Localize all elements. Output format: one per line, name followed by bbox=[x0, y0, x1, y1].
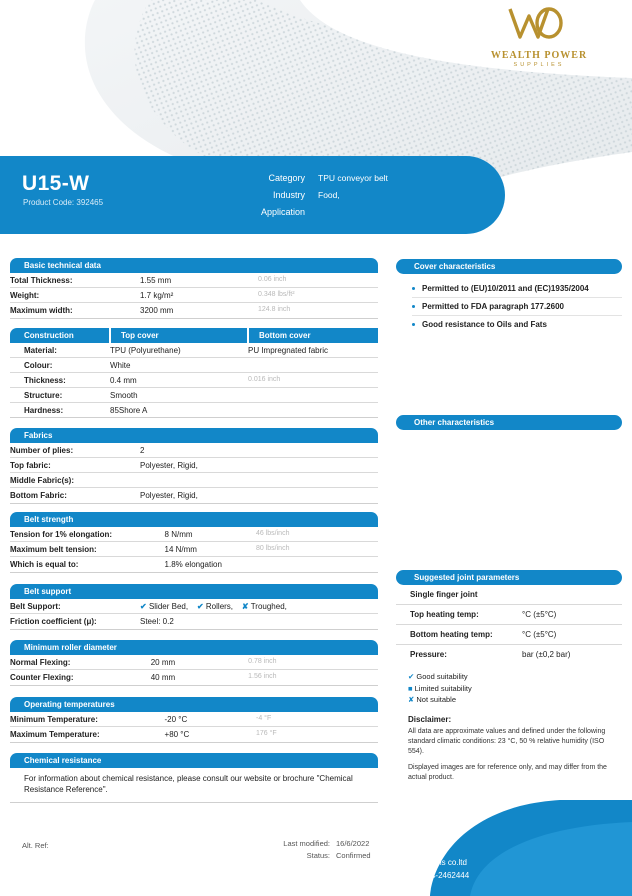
header-top-cover: Top cover bbox=[110, 328, 248, 343]
value-category: TPU conveyor belt bbox=[318, 173, 388, 183]
last-modified-value: 16/6/2022 bbox=[336, 839, 370, 848]
row-label: Weight: bbox=[10, 288, 140, 303]
table-row bbox=[396, 645, 622, 664]
row-bottom-value bbox=[248, 388, 378, 403]
row-bottom-value bbox=[248, 358, 378, 373]
row-value: 2 bbox=[140, 443, 378, 458]
row-value: 40 mm bbox=[150, 672, 176, 682]
header-bottom-cover: Bottom cover bbox=[248, 328, 378, 343]
row-value: +80 °C bbox=[164, 729, 190, 739]
table-row bbox=[10, 343, 378, 358]
table-row bbox=[10, 670, 378, 685]
row-value: Steel: 0.2 bbox=[140, 616, 174, 626]
option-label-troughed: Troughed, bbox=[250, 601, 287, 611]
row-top-value-alt: 0.016 inch bbox=[248, 373, 378, 388]
option-label-slider-bed: Slider Bed, bbox=[148, 601, 189, 611]
section-minimum-roller-diameter bbox=[10, 640, 378, 686]
row-value: bar (±0,2 bar) bbox=[522, 650, 571, 659]
logo-w-icon bbox=[506, 6, 572, 42]
row-label: Which is equal to: bbox=[10, 559, 79, 569]
row-top-value: 85Shore A bbox=[110, 405, 148, 415]
label-industry: Industry bbox=[272, 190, 305, 200]
table-row bbox=[10, 458, 378, 473]
section-chemical-resistance bbox=[10, 753, 378, 803]
check-icon: ✔ bbox=[140, 601, 147, 611]
row-label: Colour: bbox=[10, 358, 110, 373]
table-row bbox=[10, 712, 378, 727]
basic-table bbox=[10, 273, 378, 317]
section-construction bbox=[10, 328, 378, 418]
product-meta-values bbox=[318, 170, 388, 221]
table-row bbox=[10, 557, 378, 572]
table-row bbox=[396, 605, 622, 625]
square-icon: ■ bbox=[408, 683, 413, 693]
section-title-temperatures: Operating temperatures bbox=[10, 697, 378, 712]
row-value-alt: 124.8 inch bbox=[258, 305, 291, 313]
disclaimer-paragraph-2: Displayed images are for reference only, and may differ from the actual product. bbox=[408, 763, 607, 781]
section-title-belt-support: Belt support bbox=[10, 584, 378, 599]
legend-item bbox=[408, 683, 622, 695]
row-label: Middle Fabric(s): bbox=[10, 473, 140, 488]
row-label: Top fabric: bbox=[10, 458, 140, 473]
table-row bbox=[396, 625, 622, 645]
row-value bbox=[140, 473, 378, 488]
row-value-alt: 0.78 inch bbox=[248, 655, 378, 670]
row-value: Polyester, Rigid, bbox=[140, 458, 378, 473]
table-row bbox=[10, 542, 378, 557]
row-value: 1.8% elongation bbox=[164, 559, 222, 569]
row-value-alt: 0.348 lbs/ft² bbox=[258, 288, 378, 303]
legend bbox=[396, 671, 622, 706]
product-meta-labels bbox=[190, 170, 305, 221]
row-label: Tension for 1% elongation: bbox=[10, 527, 165, 542]
footer-contact bbox=[358, 856, 618, 882]
section-fabrics bbox=[10, 428, 378, 504]
row-top-value: White bbox=[110, 358, 248, 373]
status-label: Status: bbox=[306, 851, 330, 860]
row-value-alt: 80 lbs/inch bbox=[256, 542, 378, 557]
legend-item bbox=[408, 671, 622, 683]
row-label: Top heating temp: bbox=[410, 610, 479, 619]
section-title-other: Other characteristics bbox=[396, 415, 622, 430]
row-label: Pressure: bbox=[410, 650, 447, 659]
row-label: Bottom heating temp: bbox=[410, 630, 493, 639]
fabrics-table bbox=[10, 443, 378, 502]
belt-support-table bbox=[10, 599, 378, 628]
table-row bbox=[10, 473, 378, 488]
table-row bbox=[10, 373, 378, 388]
row-value: -20 °C bbox=[165, 712, 256, 727]
row-label: Belt Support: bbox=[10, 599, 140, 614]
row-value: 20 mm bbox=[151, 655, 248, 670]
chemical-resistance-note: For information about chemical resistance, please consult our website or brochure "Chemical Resistance Reference". bbox=[24, 774, 353, 794]
table-row bbox=[10, 273, 378, 288]
row-label: Normal Flexing: bbox=[10, 655, 151, 670]
company-name: the wealth power supplis co.ltd bbox=[358, 858, 467, 867]
row-label: Bottom Fabric: bbox=[10, 490, 67, 500]
section-basic-technical-data bbox=[10, 258, 378, 319]
row-value-alt: 176 °F bbox=[256, 729, 277, 737]
row-label: Counter Flexing: bbox=[10, 672, 74, 682]
value-application bbox=[318, 204, 388, 221]
product-code: Product Code: 392465 bbox=[23, 198, 104, 207]
section-title-cover: Cover characteristics bbox=[396, 259, 622, 274]
company-phone: Tel. 064-6246978 064-2462444 bbox=[358, 871, 470, 880]
section-title-chemical: Chemical resistance bbox=[10, 753, 378, 768]
logo-mark-icon bbox=[464, 6, 614, 48]
joint-parameters-table bbox=[396, 585, 622, 664]
section-other-characteristics bbox=[396, 415, 622, 440]
disclaimer-paragraph-1: All data are approximate values and defined under the following standard climatic conditions: 23 °C, 50 % relative humidity (ISO 554). bbox=[408, 727, 606, 755]
construction-table bbox=[10, 328, 378, 417]
section-operating-temperatures bbox=[10, 697, 378, 743]
row-value-alt: 46 lbs/inch bbox=[256, 527, 378, 542]
row-label: Hardness: bbox=[24, 405, 64, 415]
disclaimer-title: Disclaimer: bbox=[408, 714, 452, 724]
table-row bbox=[10, 288, 378, 303]
table-row bbox=[10, 655, 378, 670]
table-row bbox=[10, 388, 378, 403]
row-label: Friction coefficient (μ): bbox=[10, 616, 97, 626]
legend-item bbox=[408, 694, 622, 706]
cross-icon: ✘ bbox=[241, 601, 249, 611]
row-top-value: Smooth bbox=[110, 388, 248, 403]
row-top-value: TPU (Polyurethane) bbox=[110, 343, 248, 358]
row-label: Minimum Temperature: bbox=[10, 712, 165, 727]
row-value: 8 N/mm bbox=[165, 527, 256, 542]
section-belt-strength bbox=[10, 512, 378, 573]
row-value-alt: -4 °F bbox=[256, 712, 378, 727]
page-title: U15-W bbox=[22, 172, 90, 195]
logo-company-subtitle: SUPPLIES bbox=[513, 62, 565, 68]
check-icon: ✔ bbox=[196, 601, 204, 611]
section-title-roller: Minimum roller diameter bbox=[10, 640, 378, 655]
row-label: Thickness: bbox=[10, 373, 110, 388]
belt-strength-table bbox=[10, 527, 378, 571]
row-value: 14 N/mm bbox=[165, 542, 256, 557]
row-label: Maximum Temperature: bbox=[10, 729, 100, 739]
label-application: Application bbox=[260, 207, 305, 217]
logo-company-name: WEALTH POWER bbox=[490, 50, 588, 61]
row-bottom-value: PU Impregnated fabric bbox=[248, 343, 378, 358]
section-title-fabrics: Fabrics bbox=[10, 428, 378, 443]
list-item: Permitted to FDA paragraph 177.2600 bbox=[412, 298, 622, 316]
table-row bbox=[10, 303, 378, 318]
table-row bbox=[10, 599, 378, 614]
status-value: Confirmed bbox=[336, 851, 371, 860]
header-construction: Construction bbox=[10, 328, 110, 343]
other-characteristics-list bbox=[396, 430, 622, 440]
list-item: Good resistance to Oils and Fats bbox=[412, 316, 622, 333]
section-joint-parameters bbox=[396, 570, 622, 783]
legend-label: Not suitable bbox=[416, 695, 456, 704]
option-label-rollers: Rollers, bbox=[205, 601, 234, 611]
table-row bbox=[10, 527, 378, 542]
value-industry: Food, bbox=[318, 190, 340, 200]
check-icon: ✔ bbox=[408, 672, 415, 681]
table-row bbox=[10, 727, 378, 742]
row-top-value: 0.4 mm bbox=[110, 373, 248, 388]
section-belt-support bbox=[10, 584, 378, 630]
section-title-basic: Basic technical data bbox=[10, 258, 378, 273]
row-bottom-value bbox=[248, 403, 378, 418]
row-value: Polyester, Rigid, bbox=[140, 490, 198, 500]
temperatures-table bbox=[10, 712, 378, 741]
alt-ref-label: Alt. Ref: bbox=[22, 841, 49, 850]
list-item: Permitted to (EU)10/2011 and (EC)1935/2004 bbox=[412, 280, 622, 298]
row-label: Structure: bbox=[10, 388, 110, 403]
section-title-belt-strength: Belt strength bbox=[10, 512, 378, 527]
cross-icon: ✘ bbox=[408, 695, 415, 704]
section-title-joint: Suggested joint parameters bbox=[396, 570, 622, 585]
table-row bbox=[10, 614, 378, 629]
row-label: Total Thickness: bbox=[10, 273, 140, 288]
row-value: °C (±5°C) bbox=[522, 610, 557, 619]
section-cover-characteristics bbox=[396, 259, 622, 337]
row-label: Maximum belt tension: bbox=[10, 542, 165, 557]
table-row bbox=[10, 443, 378, 458]
row-value-alt: 1.56 inch bbox=[248, 672, 277, 680]
row-label: Maximum width: bbox=[10, 305, 73, 315]
legend-label: Limited suitability bbox=[414, 683, 472, 693]
table-row bbox=[10, 358, 378, 373]
last-modified-label: Last modified: bbox=[283, 839, 330, 848]
joint-type: Single finger joint bbox=[396, 585, 622, 605]
table-row bbox=[10, 403, 378, 418]
row-value: °C (±5°C) bbox=[522, 630, 557, 639]
row-label: Number of plies: bbox=[10, 443, 140, 458]
table-row bbox=[10, 488, 378, 503]
belt-support-options bbox=[140, 599, 378, 614]
row-label: Material: bbox=[10, 343, 110, 358]
table-header-row bbox=[10, 328, 378, 343]
row-value: 1.55 mm bbox=[140, 273, 258, 288]
row-value: 1.7 kg/m² bbox=[140, 288, 258, 303]
row-value-alt: 0.06 inch bbox=[258, 273, 378, 288]
legend-label: Good suitability bbox=[416, 672, 468, 681]
roller-table bbox=[10, 655, 378, 684]
product-title-band bbox=[0, 156, 505, 234]
row-value: 3200 mm bbox=[140, 305, 174, 315]
cover-characteristics-list bbox=[396, 274, 622, 337]
company-logo bbox=[464, 6, 614, 68]
label-category: Category bbox=[268, 173, 305, 183]
